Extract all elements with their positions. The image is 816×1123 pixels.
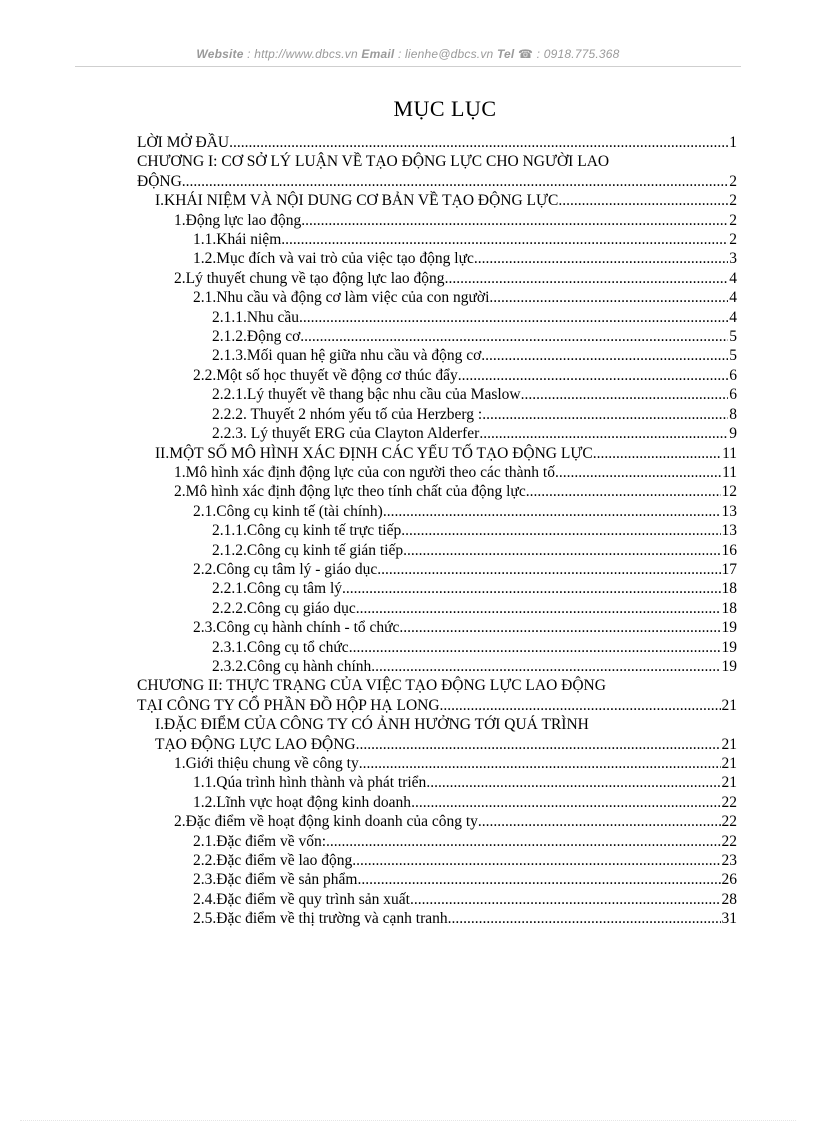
toc-entry xyxy=(137,327,737,346)
toc-page-number: 26 xyxy=(721,871,737,889)
toc-dot-leader xyxy=(299,308,728,327)
toc-page-number: 4 xyxy=(729,269,737,287)
toc-dot-leader xyxy=(410,890,721,909)
toc-page-number: 5 xyxy=(729,328,737,346)
toc-entry-title: 2.2.Đặc điểm về lao động xyxy=(193,852,353,870)
toc-entry-title: 2.2.1.Lý thuyết về thang bậc nhu cầu của Maslow xyxy=(212,386,521,404)
toc-page-number: 13 xyxy=(721,502,737,520)
toc-page-number: 28 xyxy=(721,890,737,908)
toc-entry-title: 2.1.Nhu cầu và động cơ làm việc của con người xyxy=(193,289,490,307)
toc-entry-title: 2.Lý thuyết chung về tạo động lực lao động xyxy=(174,269,445,287)
toc-page-number: 16 xyxy=(721,541,737,559)
toc-dot-leader xyxy=(342,579,720,598)
toc-dot-leader xyxy=(300,327,728,346)
toc-entry-title: 2.Đặc điểm về hoạt động kinh doanh của công ty xyxy=(174,813,478,831)
footer-divider xyxy=(20,1120,796,1121)
toc-entry xyxy=(137,812,737,831)
toc-entry xyxy=(137,385,737,404)
toc-entry-title: LỜI MỞ ĐẦU xyxy=(137,134,230,151)
toc-entry xyxy=(137,211,737,230)
toc-page-number: 12 xyxy=(721,483,737,501)
toc-entry-title: TẠI CÔNG TY CỔ PHẦN ĐỒ HỘP HẠ LONG xyxy=(137,696,440,714)
toc-entry-title: 1.2.Lĩnh vực hoạt động kinh doanh xyxy=(193,793,412,811)
toc-entry xyxy=(137,191,737,210)
toc-entry-title: I.KHÁI NIỆM VÀ NỘI DUNG CƠ BẢN VỀ TẠO ĐỘNG LỰC xyxy=(155,192,559,210)
toc-entry-title: 2.1.1.Công cụ kinh tế trực tiếp xyxy=(212,522,402,540)
toc-entry xyxy=(137,715,737,734)
toc-dot-leader xyxy=(403,541,720,560)
tel-label: Tel xyxy=(496,47,515,61)
toc-entry-title: 2.1.2.Công cụ kinh tế gián tiếp xyxy=(212,541,404,559)
toc-entry xyxy=(137,133,737,152)
toc-entry-title: 2.2.2. Thuyết 2 nhóm yếu tố của Herzberg : xyxy=(212,405,483,423)
toc-page-number: 13 xyxy=(721,522,737,540)
toc-dot-leader xyxy=(229,133,728,152)
toc-entry-title: 2.3.Đặc điểm về sản phẩm xyxy=(193,871,358,889)
toc-page-number: 2 xyxy=(729,172,737,190)
toc-entry xyxy=(137,405,737,424)
toc-dot-leader xyxy=(411,793,720,812)
toc-entry xyxy=(137,793,737,812)
toc-dot-leader xyxy=(371,657,720,676)
toc-page-number: 2 xyxy=(729,192,737,210)
toc-entry-title: 2.3.1.Công cụ tổ chức xyxy=(212,638,349,656)
toc-entry xyxy=(137,502,737,521)
toc-entry-title: II.MỘT SỐ MÔ HÌNH XÁC ĐỊNH CÁC YẾU TỐ TẠO ĐỘNG LỰC xyxy=(155,444,593,462)
toc-entry-title: 2.1.1.Nhu cầu xyxy=(212,308,299,326)
toc-dot-leader xyxy=(182,172,728,191)
toc-entry xyxy=(137,696,737,715)
toc-dot-leader xyxy=(349,638,721,657)
toc-entry-title: TẠO ĐỘNG LỰC LAO ĐỘNG xyxy=(155,735,356,753)
toc-page-number: 19 xyxy=(721,619,737,637)
toc-entry-title: I.ĐẶC ĐIỂM CỦA CÔNG TY CÓ ẢNH HƯỞNG TỚI QUÁ TRÌNH xyxy=(155,716,589,734)
toc-dot-leader xyxy=(479,424,728,443)
toc-entry xyxy=(137,579,737,598)
toc-page-number: 21 xyxy=(721,755,737,772)
toc-entry-title: 1.1.Qúa trình hình thành và phát triển xyxy=(193,774,427,792)
toc-entry-title: 2.1.3.Mối quan hệ giữa nhu cầu và động cơ xyxy=(212,347,482,365)
toc-page-number: 9 xyxy=(729,425,737,443)
toc-entry-title: 2.2.Công cụ tâm lý - giáo dục xyxy=(193,560,378,578)
toc-entry xyxy=(137,657,737,676)
toc-dot-leader xyxy=(357,870,720,889)
toc-page-number: 18 xyxy=(721,599,737,617)
toc-entry xyxy=(137,424,737,443)
toc-entry xyxy=(137,172,737,191)
toc-entry xyxy=(137,269,737,288)
toc-entry-title: 2.1.Công cụ kinh tế (tài chính) xyxy=(193,502,383,520)
header-divider xyxy=(75,66,741,67)
toc-dot-leader xyxy=(481,346,728,365)
toc-entry xyxy=(137,463,737,482)
toc-entry-title: CHƯƠNG I: CƠ SỞ LÝ LUẬN VỀ TẠO ĐỘNG LỰC CHO NGƯỜI LAO xyxy=(137,153,610,171)
toc-entry xyxy=(137,346,737,365)
toc-entry xyxy=(137,288,737,307)
toc-entry xyxy=(137,366,737,385)
toc-entry-title: 1.Giới thiệu chung về công ty xyxy=(174,755,359,772)
toc-entry-title: 2.1.2.Động cơ xyxy=(212,328,301,346)
toc-page-number: 22 xyxy=(721,832,737,850)
toc-page-number: 4 xyxy=(729,308,737,326)
toc-dot-leader xyxy=(377,560,720,579)
table-of-contents xyxy=(137,133,737,929)
toc-dot-leader xyxy=(482,405,728,424)
toc-dot-leader xyxy=(593,444,721,463)
toc-entry xyxy=(137,851,737,870)
toc-entry xyxy=(137,444,737,463)
toc-dot-leader xyxy=(448,909,721,928)
toc-entry xyxy=(137,482,737,501)
toc-dot-leader xyxy=(489,288,728,307)
toc-entry-title: 2.2.1.Công cụ tâm lý xyxy=(212,580,343,598)
toc-entry xyxy=(137,773,737,792)
toc-entry-title: 1.1.Khái niệm xyxy=(193,231,282,249)
toc-entry-title: 2.3.2.Công cụ hành chính xyxy=(212,657,372,675)
website-value: : http://www.dbcs.vn xyxy=(243,47,362,61)
toc-entry xyxy=(137,541,737,560)
toc-page-number: 21 xyxy=(721,774,737,792)
toc-entry xyxy=(137,870,737,889)
toc-page-number: 1 xyxy=(729,134,737,151)
toc-page-number: 31 xyxy=(721,910,737,928)
toc-dot-leader xyxy=(478,812,721,831)
page-title: MỤC LỤC xyxy=(393,96,497,121)
toc-dot-leader xyxy=(555,463,721,482)
toc-entry xyxy=(137,676,737,695)
toc-entry-title: 2.1.Đặc điểm về vốn: xyxy=(193,832,327,850)
toc-dot-leader xyxy=(383,502,721,521)
toc-entry-title: CHƯƠNG II: THỰC TRẠNG CỦA VIỆC TẠO ĐỘNG LỰC LAO ĐỘNG xyxy=(137,677,606,695)
toc-entry-title: 2.Mô hình xác định động lực theo tính chất của động lực xyxy=(174,483,526,501)
toc-page-number: 11 xyxy=(722,444,737,462)
toc-page-number: 2 xyxy=(729,231,737,249)
toc-entry-title: 1.Động lực lao động xyxy=(174,211,302,229)
phone-icon: ☎ xyxy=(517,47,534,61)
toc-entry-title: 2.4.Đặc điểm về quy trình sản xuất xyxy=(193,890,410,908)
toc-page-number: 11 xyxy=(722,463,737,481)
toc-page-number: 22 xyxy=(721,793,737,811)
toc-entry-title: 2.2.2.Công cụ giáo dục xyxy=(212,599,356,617)
toc-dot-leader xyxy=(326,832,720,851)
toc-dot-leader xyxy=(526,482,721,501)
toc-page-number: 6 xyxy=(729,366,737,384)
toc-entry xyxy=(137,249,737,268)
toc-entry xyxy=(137,638,737,657)
toc-entry-title: 2.3.Công cụ hành chính - tổ chức xyxy=(193,619,400,637)
email-label: Email xyxy=(361,47,395,61)
toc-dot-leader xyxy=(558,191,728,210)
toc-dot-leader xyxy=(458,366,728,385)
toc-entry-title: 2.5.Đặc điểm về thị trường và cạnh tranh xyxy=(193,910,448,928)
tel-value: : 0918.775.368 xyxy=(533,47,620,61)
toc-entry xyxy=(137,735,737,754)
page-header xyxy=(0,47,816,61)
website-label: Website xyxy=(196,47,244,61)
toc-page-number: 6 xyxy=(729,386,737,404)
toc-dot-leader xyxy=(521,385,729,404)
toc-entry xyxy=(137,308,737,327)
toc-entry-title: 2.2.3. Lý thuyết ERG của Clayton Alderfer xyxy=(212,425,480,443)
toc-page-number: 18 xyxy=(721,580,737,598)
toc-entry xyxy=(137,832,737,851)
toc-dot-leader xyxy=(474,249,728,268)
toc-page-number: 3 xyxy=(729,250,737,268)
toc-entry-title: 1.Mô hình xác định động lực của con người theo các thành tố xyxy=(174,463,555,481)
toc-page-number: 8 xyxy=(729,405,737,423)
toc-entry xyxy=(137,152,737,171)
toc-page-number: 22 xyxy=(721,813,737,831)
toc-entry xyxy=(137,909,737,928)
toc-page-number: 17 xyxy=(721,560,737,578)
toc-page-number: 19 xyxy=(721,657,737,675)
toc-page-number: 19 xyxy=(721,638,737,656)
toc-entry xyxy=(137,599,737,618)
toc-dot-leader xyxy=(356,599,721,618)
toc-entry xyxy=(137,521,737,540)
toc-dot-leader xyxy=(301,211,728,230)
email-value: : lienhe@dbcs.vn xyxy=(394,47,497,61)
toc-entry xyxy=(137,230,737,249)
toc-dot-leader xyxy=(359,754,721,773)
toc-dot-leader xyxy=(401,521,720,540)
toc-entry-title: ĐỘNG xyxy=(137,172,182,190)
toc-entry xyxy=(137,754,737,773)
toc-entry-title: 1.2.Mục đích và vai trò của việc tạo động lực xyxy=(193,250,474,268)
toc-page-number: 2 xyxy=(729,211,737,229)
toc-dot-leader xyxy=(426,773,720,792)
toc-dot-leader xyxy=(399,618,720,637)
toc-dot-leader xyxy=(352,851,720,870)
toc-entry-title: 2.2.Một số học thuyết về động cơ thúc đẩy xyxy=(193,366,458,384)
toc-dot-leader xyxy=(440,696,721,715)
toc-entry xyxy=(137,560,737,579)
toc-page-number: 23 xyxy=(721,852,737,870)
toc-page-number: 4 xyxy=(729,289,737,307)
toc-page-number: 21 xyxy=(721,696,737,714)
toc-entry xyxy=(137,618,737,637)
toc-entry xyxy=(137,890,737,909)
toc-page-number: 5 xyxy=(729,347,737,365)
toc-dot-leader xyxy=(356,735,721,754)
toc-dot-leader xyxy=(281,230,728,249)
toc-page-number: 21 xyxy=(721,735,737,753)
toc-dot-leader xyxy=(445,269,729,288)
